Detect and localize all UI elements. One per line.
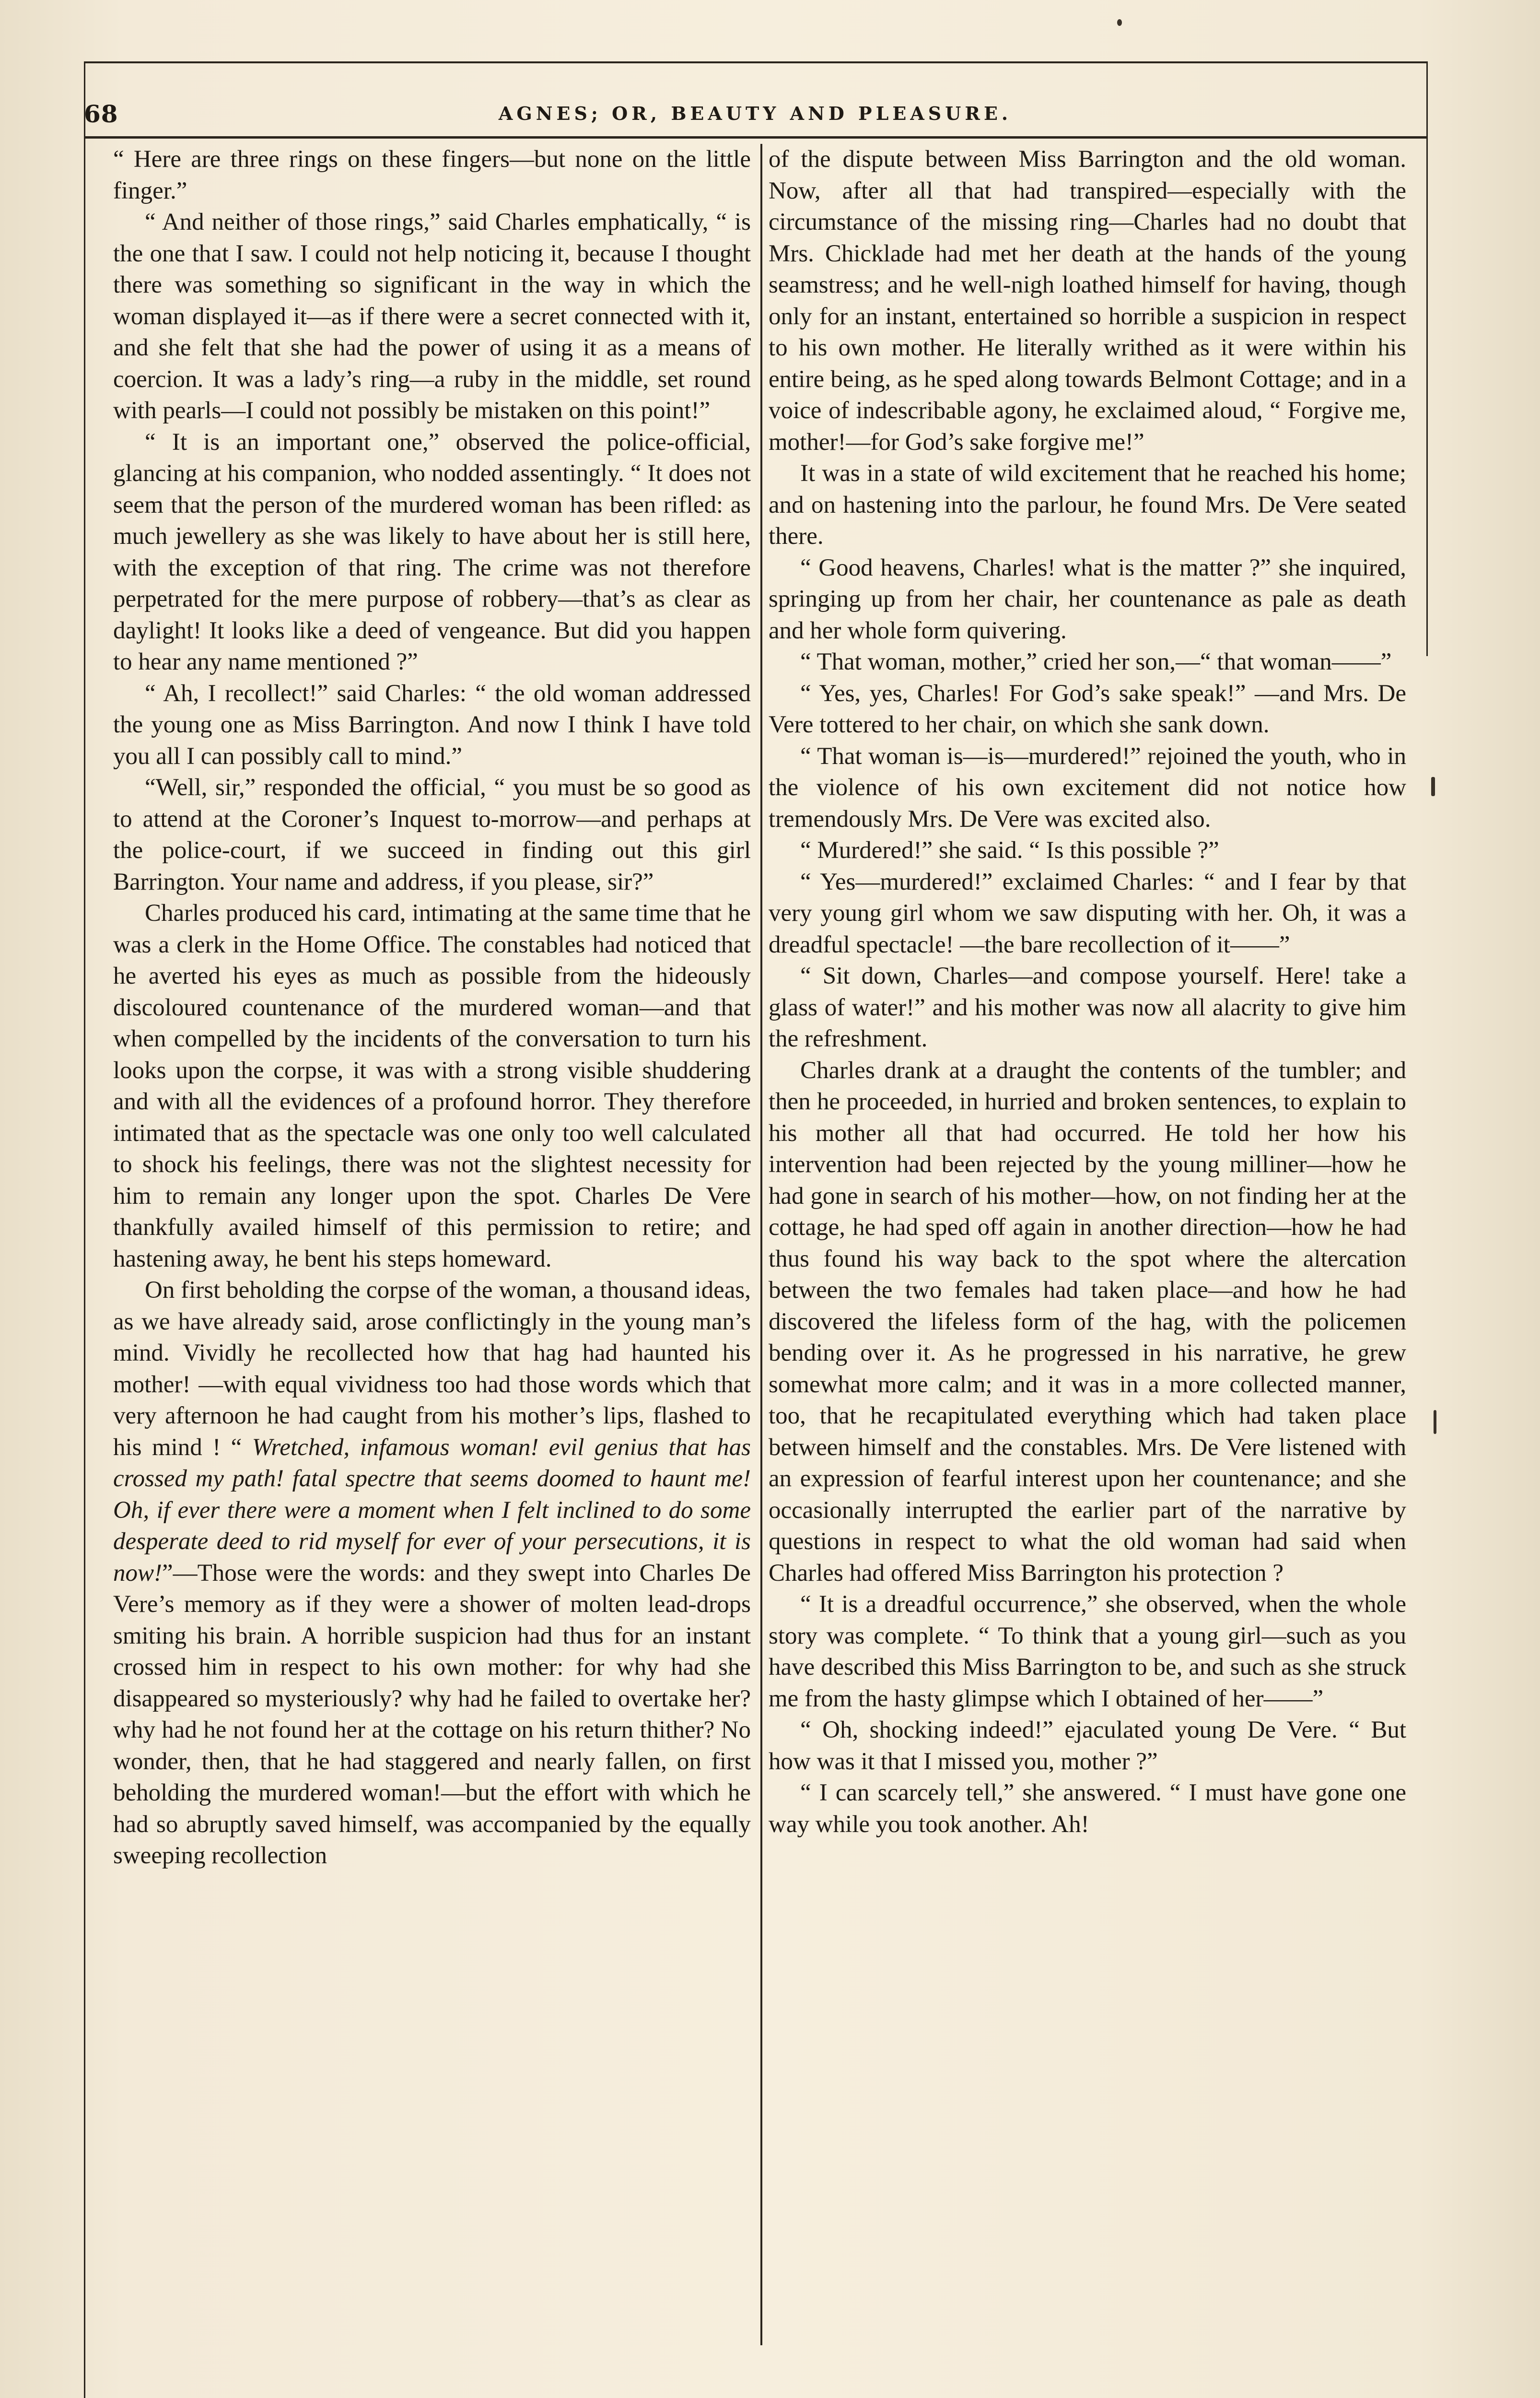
header-top-rule <box>84 61 1426 63</box>
paragraph: “Well, sir,” responded the official, “ you must be so good as to attend at the Coroner’s Inquest to-morrow—and perhaps at the police-court, if we succeed in finding out this girl Barrington. Your name and address, if you please, sir?” <box>113 774 751 895</box>
paragraph: “ Oh, shocking indeed!” ejaculated young De Vere. “ But how was it that I missed you, mother ?” <box>769 1716 1406 1775</box>
paragraph-text: On first beholding the corpse of the woman, a thousand ideas, as we have already said, arose conflictingly in the young man’s mind. Vividly he recollected how that hag had haunted his mother! —with equal vividness too had those words which that very afternoon he had caught from his mother’s lips, flashed to his mind ! “ <box>113 1277 751 1461</box>
paragraph: “ And neither of those rings,” said Charles emphatically, “ is the one that I saw. I could not help noticing it, because I thought there was something so significant in the way in which the woman displayed it—as if there were a secret connected with it, and she felt that she had the power of using it as a means of coercion. It was a lady’s ring—a ruby in the middle, set round with pearls—I could not possibly be mistaken on this point!” <box>113 209 751 424</box>
right-column <box>769 144 1406 2345</box>
paragraph: “ Sit down, Charles—and compose yourself. Here! take a glass of water!” and his mother was now all alacrity to give him the refreshment. <box>769 963 1406 1052</box>
paragraph: “ That woman is—is—murdered!” rejoined the youth, who in the violence of his own excitement did not notice how tremendously Mrs. De Vere was excited also. <box>769 742 1406 833</box>
ink-speck <box>1117 19 1122 26</box>
ink-speck <box>1431 777 1435 796</box>
header-bottom-rule <box>84 136 1426 139</box>
column-divider <box>760 144 762 2345</box>
paragraph: “ That woman, mother,” cried her son,—“ that woman——” <box>800 648 1392 675</box>
page-number: 68 <box>84 100 118 128</box>
left-border-rule <box>84 61 85 2398</box>
right-border-rule <box>1426 61 1428 656</box>
paragraph-text: ”—Those were the words: and they swept into Charles De Vere’s memory as if they were a shower of molten lead-drops smiting his brain. A horrible suspicion had thus for an instant crossed him in respect to his own mother: for why had she disappeared so mysteriously? why had he failed to overtake her? why had he not found her at the cottage on his return thither? No wonder, then, that he had staggered and nearly fallen, on first beholding the murdered woman!—but the effort with which he had so abruptly saved himself, was accompanied by the equally sweeping recollection <box>113 1559 751 1869</box>
paragraph: Charles drank at a draught the contents of the tumbler; and then he proceeded, in hurried and broken sentences, to explain to his mother all that had occurred. He told her how his intervention had been rejected by the young milliner—how he had gone in search of his mother—how, on not finding her at the cottage, he had sped off again in another direction—how he had thus found his way back to the spot where the altercation between the two females had taken place—and how he had discovered the lifeless form of the hag, with the policemen bending over it. As he progressed in his narrative, he grew somewhat more calm; and it was in a more collected manner, too, that he recapitulated everything which had taken place between himself and the constables. Mrs. De Vere listened with an expression of fearful interest upon her countenance; and she occasionally interrupted the earlier part of the narrative by questions in respect to what the old woman had said when Charles had offered Miss Barrington his protection ? <box>769 1057 1406 1587</box>
paragraph: “ It is an important one,” observed the police-official, glancing at his companion, who nodded assentingly. “ It does not seem that the person of the murdered woman has been rifled: as much jewellery as she was likely to have about her is still here, with the exception of that ring. The crime was not therefore perpetrated for the mere purpose of robbery—that’s as clear as daylight! It looks like a deed of vengeance. But did you happen to hear any name mentioned ?” <box>113 428 751 675</box>
paragraph-with-quote <box>113 1275 751 1872</box>
paragraph: “ Yes, yes, Charles! For God’s sake speak!” —and Mrs. De Vere tottered to her chair, on which she sank down. <box>769 680 1406 738</box>
italic-quote: Wretched, infamous woman! evil genius that has crossed my path! fatal spectre that seems doomed to haunt me! Oh, if ever there were a moment when I felt inclined to do some desperate deed to rid myself for ever of your persecutions, it is now! <box>113 1434 751 1587</box>
paragraph: “ Good heavens, Charles! what is the matter ?” she inquired, springing up from her chair, her countenance as pale as death and her whole form quivering. <box>769 554 1406 644</box>
page-header <box>84 91 1426 134</box>
ink-speck <box>1434 1410 1436 1434</box>
paragraph: “ Yes—murdered!” exclaimed Charles: “ and I fear by that very young girl whom we saw disputing with her. Oh, it was a dreadful spectacle! —the bare recollection of it——” <box>769 868 1406 958</box>
paragraph: “ Murdered!” she said. “ Is this possible ?” <box>800 837 1219 864</box>
left-column <box>113 144 751 2345</box>
paragraph: of the dispute between Miss Barrington and the old woman. Now, after all that had transpired—especially with the circumstance of the missing ring—Charles had no doubt that Mrs. Chicklade had met her death at the hands of the young seamstress; and he well-nigh loathed himself for having, though only for an instant, entertained so horrible a suspicion in respect to his own mother. He literally writhed as it were within his entire being, as he sped along towards Belmont Cottage; and in a voice of indescribable agony, he exclaimed aloud, “ Forgive me, mother!—for God’s sake forgive me!” <box>769 146 1406 456</box>
paragraph: “ Here are three rings on these fingers—but none on the little finger.” <box>113 146 751 204</box>
paragraph: “ It is a dreadful occurrence,” she observed, when the whole story was complete. “ To think that a young girl—such as you have described this Miss Barrington to be, and such as she struck me from the hasty glimpse which I obtained of her——” <box>769 1591 1406 1712</box>
paragraph: Charles produced his card, intimating at the same time that he was a clerk in the Home Office. The constables had noticed that he averted his eyes as much as possible from the hideously discoloured countenance of the murdered woman—and that when compelled by the incidents of the conversation to turn his looks upon the corpse, it was with a strong visible shuddering and with all the evidences of a profound horror. They therefore intimated that as the spectacle was one only too well calculated to shock his feelings, there was not the slightest necessity for him to remain any longer upon the spot. Charles De Vere thankfully availed himself of this permission to retire; and hastening away, he bent his steps homeward. <box>113 900 751 1272</box>
paragraph: “ I can scarcely tell,” she answered. “ I must have gone one way while you took another. Ah! <box>769 1779 1406 1838</box>
paragraph: It was in a state of wild excitement that he reached his home; and on hastening into the parlour, he found Mrs. De Vere seated there. <box>769 460 1406 550</box>
paragraph: “ Ah, I recollect!” said Charles: “ the old woman addressed the young one as Miss Barrington. And now I think I have told you all I can possibly call to mind.” <box>113 680 751 770</box>
running-title: AGNES; OR, BEAUTY AND PLEASURE. <box>498 103 1012 124</box>
